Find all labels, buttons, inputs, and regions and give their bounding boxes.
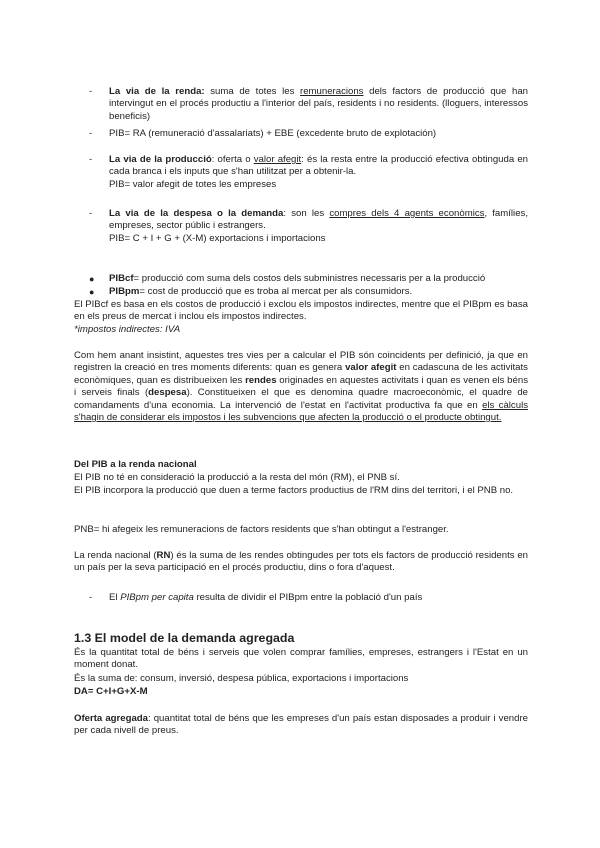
renda-nacional-line2: El PIB incorpora la producció que duen a terme factors productius de l'RM dins del territori, i el PNB no. [74,485,514,496]
pib-valor-afegit: PIB= valor afegit de totes les empreses [109,178,277,190]
paragraph-renda-nacional [74,550,528,575]
renda-nacional-line1: El PIB no té en consideració la producció a la resta del món (RM), el PNB sí. [74,472,400,483]
paragraph-oferta-agregada [74,713,528,738]
term-via-renda: La via de la renda: [109,86,205,97]
text-fragment: : son les [283,208,330,219]
bold-valor-afegit: valor afegit [345,362,397,374]
text-fragment: suma de totes les [204,86,301,97]
underlined-calculs: els càlculs s'hagin de considerar els impostos i les subvencions que afecten la producció o el producte obtingut. [74,399,528,424]
pib-formula-despesa: PIB= C + I + G + (X-M) exportacions i importacions [109,232,326,244]
text-fragment: Com hem anant insistint, aquestes tres vies per a calcular el PIB són coincidents per definició, ja que en registren la creació en tres moments diferents: quan es genera [74,350,528,374]
dash-marker: - [89,592,93,603]
text-fragment: = producció com suma dels costos dels subministres necessaris per a la producció [133,273,486,284]
text-fragment: : quantitat total de béns que les empreses d'un país estan disposades a produir i vendre per cada nivell de preus. [74,713,528,737]
list-item-pibcf [89,273,528,285]
heading-renda-nacional: Del PIB a la renda nacional [74,459,197,470]
list-item-pib-ra [89,128,528,140]
link-compres-agents: compres dels 4 agents econòmics [329,208,485,219]
da-formula: DA= C+I+G+X-M [74,686,148,697]
term-pibcf: PIBcf [109,273,134,284]
list-item-via-despesa [89,208,528,245]
text-fragment: originades en aquestes activitats i quan es venen els béns i serveis finals ( [74,374,528,399]
section-title: 1.3 El model de la demanda agregada [74,631,295,645]
text-fragment: La renda nacional ( [74,550,157,561]
pnb-definition: PNB= hi afegeix les remuneracions de factors residents que s'han obtingut a l'estranger. [74,524,449,535]
term-via-despesa: La via de la despesa o la demanda [109,208,284,219]
italic-pibpm-capita: PIBpm per capita [120,592,194,603]
bullet-marker: ● [89,274,95,284]
section-definition: És la quantitat total de béns i serveis que volen comprar famílies, empreses, estrangers i l'Estat en un moment donat. [74,647,528,671]
section-sum-line: És la suma de: consum, inversió, despesa pública, exportacions i importacions [74,673,409,684]
dash-marker: - [89,154,93,165]
list-item-pibpm [89,286,528,298]
term-via-produccio: La via de la producció [109,154,212,165]
text-fragment: = cost de producció que es troba al mercat per als consumidors. [139,286,413,297]
term-pibpm: PIBpm [109,286,140,297]
dash-marker: - [89,86,93,97]
bullet-marker: ● [89,287,95,297]
link-valor-afegit: valor afegit [253,154,302,165]
text-fragment: dels factors de producció que han intervingut en el procés productiu a l'interior del país, residents i no residents. (lloguers, interessos beneficis) [109,86,528,122]
list-item-pibpm-capita [89,592,528,604]
text-fragment: resulta de dividir el PIBpm entre la població d'un país [193,592,423,603]
list-item-via-renda [89,86,528,123]
bold-despesa: despesa [148,387,187,399]
list-item-via-produccio [89,154,528,191]
pib-ra-formula: PIB= RA (remuneració d'assalariats) + EBE (excedente bruto de explotación) [109,128,437,139]
dash-marker: - [89,208,93,219]
link-remuneracions: remuneracions [300,86,364,97]
text-fragment: , famílies, empreses, sector públic i estrangers. [109,208,528,232]
text-fragment: : oferta o [211,154,254,165]
text-fragment: ). Constitueixen el que es denomina quadre macroeconòmic, el quadre de comandaments d'una economia. La intervenció de l'estat en l'activitat productiva fa que en [74,387,529,411]
text-fragment: El [109,592,121,603]
term-oferta-agregada: Oferta agregada [74,713,148,724]
text-fragment: en cadascuna de les activitats econòmiques, quan es distribueixen les [74,362,528,386]
bold-rn: RN [156,550,171,561]
impostos-note: *impostos indirectes: IVA [74,324,181,335]
text-fragment: : és la resta entre la producció efectiva obtinguda en cada branca i els inputs que s'han utilitzat per a obtenir-la. [109,154,528,178]
pibcf-note: El PIBcf es basa en els costos de producció i exclou els impostos indirectes, mentre que el PIBpm es basa en els preus de mercat i inclou els impostos indirectes. [74,299,528,323]
paragraph-tres-vies [74,350,528,424]
bold-rendes: rendes [245,374,277,386]
text-fragment: ) és la suma de les rendes obtingudes per tots els factors de producció residents en un país per la seva participació en el procés productiu, dins o fora d'aquest. [74,550,529,574]
dash-marker: - [89,128,93,139]
